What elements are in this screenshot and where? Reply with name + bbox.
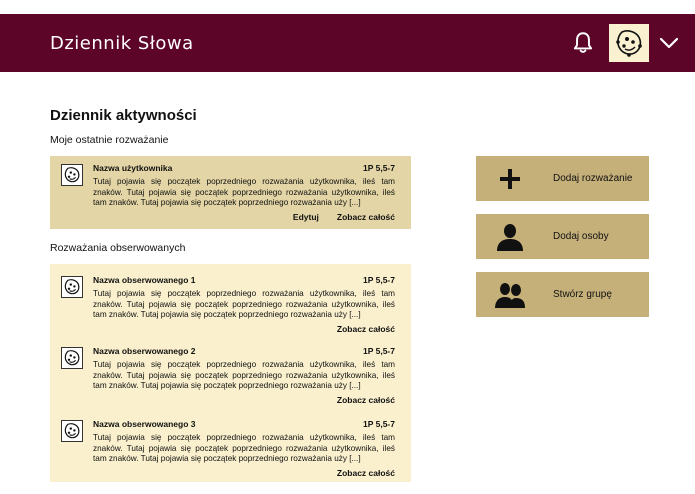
- avatar-icon: [614, 28, 644, 58]
- view-full-link[interactable]: Zobacz całość: [336, 324, 395, 334]
- post-avatar: [61, 420, 83, 442]
- post-reference: 1P 5,5-7: [363, 419, 395, 429]
- my-reflection-card: [50, 156, 411, 229]
- post-excerpt: Tutaj pojawia się początek poprzedniego rozważania użytkownika, ileś tam znaków. Tutaj pojawia się początek poprzedniego rozważania użytkownika, ileś tam znaków. Tutaj pojawia się początek poprzedniego rozważania uży [...]: [93, 177, 395, 208]
- avatar-icon: [63, 422, 81, 440]
- avatar-icon: [63, 166, 81, 184]
- add-reflection-button[interactable]: [476, 156, 649, 201]
- person-icon: [494, 221, 526, 253]
- post-actions: [337, 395, 395, 405]
- group-icon: [494, 279, 526, 311]
- post-author: Nazwa obserwowanego 3: [93, 419, 196, 429]
- observed-reflections-card: [50, 264, 411, 482]
- observed-reflections-heading: Rozważania obserwowanych: [50, 242, 186, 254]
- post-excerpt: Tutaj pojawia się początek poprzedniego rozważania użytkownika, ileś tam znaków. Tutaj pojawia się początek poprzedniego rozważania użytkownika, ileś tam znaków. Tutaj pojawia się początek poprzedniego rozważania uży [...]: [93, 433, 395, 464]
- post-reference: 1P 5,5-7: [363, 275, 395, 285]
- post-author: Nazwa obserwowanego 2: [93, 346, 196, 356]
- user-avatar-button[interactable]: [609, 24, 649, 62]
- post-excerpt: Tutaj pojawia się początek poprzedniego rozważania użytkownika, ileś tam znaków. Tutaj pojawia się początek poprzedniego rozważania użytkownika, ileś tam znaków. Tutaj pojawia się początek poprzedniego rozważania uży [...]: [93, 360, 395, 391]
- post-item: [50, 156, 411, 222]
- avatar-icon: [63, 349, 81, 367]
- post-item: [50, 412, 411, 478]
- my-reflection-heading: Moje ostatnie rozważanie: [50, 134, 169, 146]
- post-actions: [337, 468, 395, 478]
- add-people-button[interactable]: [476, 214, 649, 259]
- chevron-down-icon[interactable]: [657, 31, 681, 55]
- post-avatar: [61, 276, 83, 298]
- post-author: Nazwa użytkownika: [93, 163, 173, 173]
- create-group-label: Stwórz grupę: [553, 289, 612, 300]
- post-actions: [337, 324, 395, 334]
- view-full-link[interactable]: Zobacz całość: [336, 468, 395, 478]
- post-actions: [293, 212, 395, 222]
- plus-icon: [494, 163, 526, 195]
- edit-link[interactable]: Edytuj: [292, 212, 319, 222]
- post-excerpt: Tutaj pojawia się początek poprzedniego rozważania użytkownika, ileś tam znaków. Tutaj pojawia się początek poprzedniego rozważania użytkownika, ileś tam znaków. Tutaj pojawia się początek poprzedniego rozważania uży [...]: [93, 289, 395, 320]
- avatar-icon: [63, 278, 81, 296]
- create-group-button[interactable]: [476, 272, 649, 317]
- view-full-link[interactable]: Zobacz całość: [336, 212, 395, 222]
- view-full-link[interactable]: Zobacz całość: [336, 395, 395, 405]
- add-reflection-label: Dodaj rozważanie: [553, 173, 633, 184]
- post-avatar: [61, 164, 83, 186]
- top-bar: [0, 14, 695, 72]
- post-item: [50, 268, 411, 334]
- post-reference: 1P 5,5-7: [363, 346, 395, 356]
- post-avatar: [61, 347, 83, 369]
- post-author: Nazwa obserwowanego 1: [93, 275, 196, 285]
- page-title: Dziennik aktywności: [50, 107, 197, 124]
- post-item: [50, 339, 411, 405]
- app-brand[interactable]: Dziennik Słowa: [50, 33, 194, 54]
- post-reference: 1P 5,5-7: [363, 163, 395, 173]
- add-people-label: Dodaj osoby: [553, 231, 609, 242]
- bell-icon[interactable]: [570, 30, 596, 56]
